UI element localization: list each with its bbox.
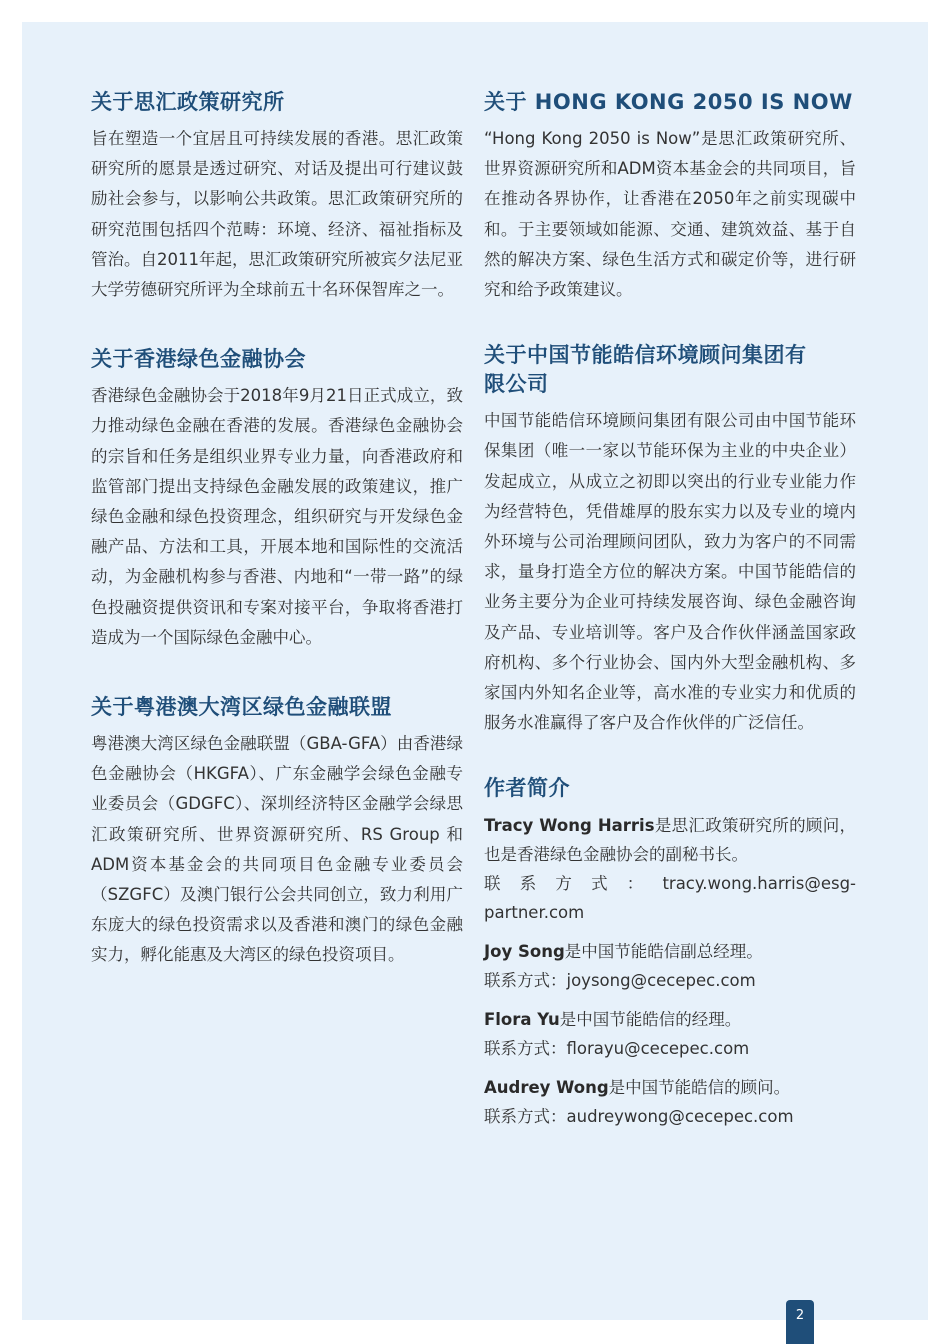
author-email[interactable]: tracy.wong.harris@esg-partner.com: [484, 874, 856, 923]
section-title: 关于思汇政策研究所: [91, 90, 285, 114]
author-name: Audrey Wong: [484, 1078, 609, 1098]
author-entry: [484, 937, 856, 995]
authors-title: 作者简介: [484, 776, 570, 801]
section-hk2050: [484, 88, 856, 305]
section-title: 关于中国节能皓信环境顾问集团有限公司: [484, 343, 807, 397]
contact-label: 联系方式：: [484, 1107, 567, 1127]
contact-label: 联系方式：: [484, 1039, 567, 1059]
author-entry: [484, 811, 856, 927]
section-cecep: [484, 341, 856, 738]
author-desc: 是思汇政策研究所的顾问，也是香港绿色金融协会的副秘书长。: [484, 816, 856, 865]
section-body: 粤港澳大湾区绿色金融联盟（GBA-GFA）由香港绿色金融协会（HKGFA）、广东金融学会绿色金融专业委员会（GDGFC）、深圳经济特区金融学会绿思汇政策研究所、世界资源研究所、RS Group 和ADM资本基金会的共同项目色金融专业委员会（SZGFC）及澳门银行公会共同创立，致力利用广东庞大的绿色投资需求以及香港和澳门的绿色金融实力，孵化能惠及大湾区的绿色投资项目。: [91, 734, 463, 965]
author-email[interactable]: audreywong@cecepec.com: [566, 1107, 794, 1127]
section-gba-gfa: [91, 693, 463, 971]
author-desc: 是中国节能皓信副总经理。: [564, 942, 763, 962]
section-body: 中国节能皓信环境顾问集团有限公司由中国节能环保集团（唯一一家以节能环保为主业的中央企业）发起成立，从成立之初即以突出的行业专业能力作为经营特色，凭借雄厚的股东实力以及专业的境内外环境与公司治理顾问团队，致力为客户的不同需求，量身打造全方位的解决方案。中国节能皓信的业务主要分为企业可持续发展咨询、绿色金融咨询及产品、专业培训等。客户及合作伙伴涵盖国家政府机构、多个行业协会、国内外大型金融机构、多家国内外知名企业等，高水准的专业实力和优质的服务水准赢得了客户及合作伙伴的广泛信任。: [484, 411, 856, 733]
author-entry: [484, 1073, 856, 1131]
author-name: Tracy Wong Harris: [484, 816, 655, 836]
section-hkgfa: [91, 345, 463, 653]
section-title: 关于粤港澳大湾区绿色金融联盟: [91, 695, 392, 720]
section-body: 旨在塑造一个宜居且可持续发展的香港。思汇政策研究所的愿景是透过研究、对话及提出可行建议鼓励社会参与，以影响公共政策。思汇政策研究所的研究范围包括四个范畴：环境、经济、福祉指标及管治。自2011年起，思汇政策研究所被宾夕法尼亚大学劳德研究所评为全球前五十名环保智库之一。: [91, 129, 463, 300]
page-number: 2: [786, 1300, 814, 1344]
section-authors: [484, 774, 856, 1131]
author-email[interactable]: florayu@cecepec.com: [566, 1039, 750, 1059]
section-title: 关于 HONG KONG 2050 IS NOW: [484, 90, 853, 114]
section-title: 关于香港绿色金融协会: [91, 347, 306, 372]
author-entry: [484, 1005, 856, 1063]
left-column: [91, 88, 463, 1011]
author-desc: 是中国节能皓信的经理。: [559, 1010, 742, 1030]
author-desc: 是中国节能皓信的顾问。: [608, 1078, 791, 1098]
contact-label: 联系方式：: [484, 874, 663, 894]
author-name: Joy Song: [484, 942, 565, 962]
section-body: “Hong Kong 2050 is Now”是思汇政策研究所、世界资源研究所和ADM资本基金会的共同项目，旨在推动各界协作，让香港在2050年之前实现碳中和。于主要领域如能源、交通、建筑效益、基于自然的解决方案、绿色生活方式和碳定价等，进行研究和给予政策建议。: [484, 129, 856, 300]
author-name: Flora Yu: [484, 1010, 560, 1030]
contact-label: 联系方式：: [484, 971, 567, 991]
author-email[interactable]: joysong@cecepec.com: [566, 971, 756, 991]
section-body: 香港绿色金融协会于2018年9月21日正式成立，致力推动绿色金融在香港的发展。香港绿色金融协会的宗旨和任务是组织业界专业力量，向香港政府和监管部门提出支持绿色金融发展的政策建议，推广绿色金融和绿色投资理念，组织研究与开发绿色金融产品、方法和工具，开展本地和国际性的交流活动，为金融机构参与香港、内地和“一带一路”的绿色投融资提供资讯和专案对接平台，争取将香港打造成为一个国际绿色金融中心。: [91, 386, 463, 647]
section-civic-exchange: [91, 88, 463, 305]
right-column: [484, 88, 856, 1171]
